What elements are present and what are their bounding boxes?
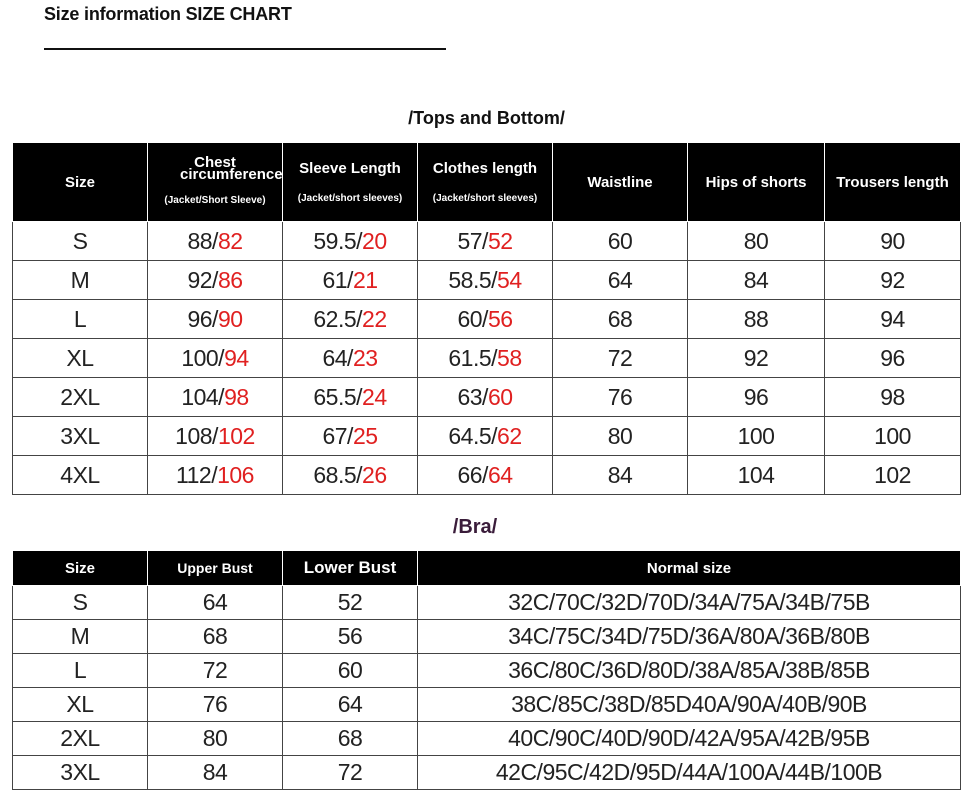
table-row: [13, 722, 961, 756]
cell-sleeve-part: 67/: [322, 422, 353, 449]
cell-size-part: S: [72, 227, 88, 254]
table-row: [13, 688, 961, 722]
cell-sleeve-part: 24: [362, 383, 387, 410]
cell-size: [13, 300, 148, 339]
col-chest-sub: (Jacket/Short Sleeve): [164, 195, 266, 206]
bra-cell-lower: 64: [283, 688, 418, 722]
cell-hips: [688, 378, 825, 417]
cell-trousers-part: 102: [874, 461, 911, 488]
cell-sleeve-part: 26: [362, 461, 387, 488]
cell-sleeve: [283, 378, 418, 417]
table-row: [13, 586, 961, 620]
cell-trousers-part: 98: [880, 383, 905, 410]
col-sleeve-label: Sleeve Length: [299, 160, 401, 177]
bra-cell-normal: 40C/90C/40D/90D/42A/95A/42B/95B: [418, 722, 961, 756]
cell-trousers: [825, 339, 961, 378]
cell-hips: [688, 300, 825, 339]
cell-hips-part: 80: [743, 227, 769, 254]
cell-trousers: [825, 417, 961, 456]
bra-cell-normal: 34C/75C/34D/75D/36A/80A/36B/80B: [418, 620, 961, 654]
tops-header-row: [13, 143, 961, 222]
cell-clothes-part: 64.5/: [448, 422, 498, 449]
cell-waist: [553, 417, 688, 456]
col-hips: Hips of shorts: [688, 143, 825, 222]
cell-waist-part: 76: [607, 383, 633, 410]
cell-waist: [553, 261, 688, 300]
cell-chest-part: 100/: [181, 344, 225, 371]
cell-clothes-part: 62: [497, 422, 522, 449]
bra-cell-size: S: [13, 586, 148, 620]
cell-hips-part: 100: [737, 422, 775, 449]
cell-chest-part: 92/: [187, 266, 218, 293]
cell-size: [13, 261, 148, 300]
cell-size: [13, 339, 148, 378]
col-size: Size: [13, 143, 148, 222]
cell-clothes-part: 57/: [457, 227, 488, 254]
col-chest: [148, 143, 283, 222]
cell-sleeve-part: 21: [352, 266, 378, 293]
table-row: [13, 756, 961, 790]
cell-waist-part: 64: [607, 266, 633, 293]
bra-cell-size: L: [13, 654, 148, 688]
cell-clothes: [418, 417, 553, 456]
cell-sleeve-part: 25: [352, 422, 378, 449]
cell-chest: [148, 261, 283, 300]
cell-sleeve-part: 61/: [322, 266, 353, 293]
cell-clothes-part: 54: [497, 266, 522, 293]
cell-size-part: XL: [66, 344, 94, 371]
cell-waist: [553, 300, 688, 339]
cell-trousers-part: 90: [880, 227, 905, 254]
bra-cell-normal: 32C/70C/32D/70D/34A/75A/34B/75B: [418, 586, 961, 620]
table-row: [13, 261, 961, 300]
tops-section-title: /Tops and Bottom/: [408, 108, 565, 128]
bra-header-row: [13, 551, 961, 586]
title-underline: [44, 48, 446, 50]
cell-size: [13, 378, 148, 417]
cell-clothes-part: 66/: [457, 461, 488, 488]
bra-cell-lower: 56: [283, 620, 418, 654]
cell-clothes-part: 61.5/: [448, 344, 498, 371]
table-row: [13, 378, 961, 417]
cell-chest-part: 88/: [187, 227, 218, 254]
cell-waist-part: 84: [607, 461, 633, 488]
cell-hips-part: 92: [743, 344, 769, 371]
bra-cell-upper: 76: [148, 688, 283, 722]
bra-cell-normal: 42C/95C/42D/95D/44A/100A/44B/100B: [418, 756, 961, 790]
cell-waist-part: 68: [607, 305, 633, 332]
cell-sleeve: [283, 300, 418, 339]
col-sleeve-sub: (Jacket/short sleeves): [297, 193, 403, 204]
cell-chest-part: 98: [224, 383, 249, 410]
col-clothes-label: Clothes length: [432, 160, 538, 177]
cell-sleeve-part: 62.5/: [313, 305, 363, 332]
cell-sleeve-part: 65.5/: [313, 383, 363, 410]
cell-sleeve: [283, 222, 418, 261]
cell-clothes-part: 58: [497, 344, 522, 371]
cell-sleeve-part: 20: [362, 227, 387, 254]
cell-sleeve-part: 22: [362, 305, 387, 332]
cell-size: [13, 417, 148, 456]
cell-size-part: M: [70, 266, 90, 293]
cell-chest-part: 112/: [176, 461, 218, 488]
cell-waist: [553, 456, 688, 495]
cell-clothes: [418, 456, 553, 495]
cell-chest: [148, 378, 283, 417]
cell-chest-part: 82: [217, 227, 243, 254]
cell-chest-part: 90: [217, 305, 243, 332]
cell-clothes-part: 56: [487, 305, 513, 332]
cell-clothes: [418, 339, 553, 378]
cell-trousers: [825, 456, 961, 495]
cell-waist: [553, 222, 688, 261]
table-row: [13, 417, 961, 456]
bra-col-lower: Lower Bust: [283, 551, 418, 586]
cell-clothes-part: 60: [487, 383, 513, 410]
cell-hips-part: 84: [743, 266, 769, 293]
cell-waist-part: 72: [607, 344, 633, 371]
bra-cell-size: 3XL: [13, 756, 148, 790]
col-chest-label: Chest circumference: [180, 154, 283, 183]
cell-chest-part: 106: [217, 461, 254, 488]
table-row: [13, 654, 961, 688]
cell-trousers-part: 92: [880, 266, 905, 293]
cell-hips: [688, 456, 825, 495]
cell-chest-part: 96/: [187, 305, 218, 332]
bra-section-title: /Bra/: [452, 516, 498, 538]
cell-sleeve: [283, 456, 418, 495]
bra-cell-lower: 52: [283, 586, 418, 620]
cell-chest-part: 104/: [181, 383, 225, 410]
cell-chest: [148, 222, 283, 261]
bra-cell-lower: 72: [283, 756, 418, 790]
cell-sleeve: [283, 417, 418, 456]
cell-sleeve: [283, 339, 418, 378]
col-sleeve: [283, 143, 418, 222]
bra-col-normal: Normal size: [418, 551, 961, 586]
col-trousers: Trousers length: [825, 143, 961, 222]
cell-size: [13, 222, 148, 261]
cell-hips: [688, 261, 825, 300]
bra-cell-lower: 60: [283, 654, 418, 688]
bra-cell-normal: 36C/80C/36D/80D/38A/85A/38B/85B: [418, 654, 961, 688]
cell-waist: [553, 378, 688, 417]
cell-waist: [553, 339, 688, 378]
bra-col-size: Size: [13, 551, 148, 586]
cell-chest: [148, 300, 283, 339]
col-waist: Waistline: [553, 143, 688, 222]
cell-sleeve-part: 64/: [322, 344, 353, 371]
cell-waist-part: 60: [607, 227, 633, 254]
cell-clothes: [418, 222, 553, 261]
bra-cell-upper: 72: [148, 654, 283, 688]
cell-sleeve: [283, 261, 418, 300]
bra-cell-lower: 68: [283, 722, 418, 756]
table-row: [13, 620, 961, 654]
cell-clothes-part: 58.5/: [448, 266, 498, 293]
bra-size-table: [12, 550, 961, 790]
bra-cell-size: M: [13, 620, 148, 654]
cell-chest: [148, 456, 283, 495]
table-row: [13, 456, 961, 495]
cell-trousers-part: 96: [880, 344, 905, 371]
cell-chest: [148, 417, 283, 456]
col-clothes: [418, 143, 553, 222]
bra-cell-upper: 84: [148, 756, 283, 790]
cell-chest-part: 94: [224, 344, 249, 371]
cell-sleeve-part: 68.5/: [313, 461, 363, 488]
bra-cell-normal: 38C/85C/38D/85D40A/90A/40B/90B: [418, 688, 961, 722]
cell-clothes-part: 60/: [457, 305, 488, 332]
cell-trousers: [825, 300, 961, 339]
cell-clothes: [418, 300, 553, 339]
cell-size-part: 3XL: [60, 422, 100, 449]
table-row: [13, 339, 961, 378]
cell-chest-part: 102: [217, 422, 255, 449]
cell-hips-part: 88: [743, 305, 769, 332]
cell-clothes: [418, 378, 553, 417]
cell-clothes-part: 52: [487, 227, 513, 254]
bra-cell-size: 2XL: [13, 722, 148, 756]
cell-clothes-part: 63/: [457, 383, 488, 410]
cell-hips: [688, 222, 825, 261]
col-clothes-sub: (Jacket/short sleeves): [432, 193, 538, 204]
cell-size: [13, 456, 148, 495]
cell-trousers-part: 100: [874, 422, 911, 449]
table-row: [13, 300, 961, 339]
cell-size-part: L: [73, 305, 87, 332]
cell-chest-part: 86: [217, 266, 243, 293]
cell-hips: [688, 339, 825, 378]
table-row: [13, 222, 961, 261]
cell-size-part: 2XL: [60, 383, 100, 410]
cell-sleeve-part: 59.5/: [313, 227, 363, 254]
cell-trousers: [825, 222, 961, 261]
cell-hips: [688, 417, 825, 456]
cell-trousers-part: 94: [880, 305, 905, 332]
bra-col-upper: Upper Bust: [148, 551, 283, 586]
bra-cell-upper: 64: [148, 586, 283, 620]
cell-chest-part: 108/: [175, 422, 218, 449]
bra-cell-upper: 68: [148, 620, 283, 654]
cell-size-part: 4XL: [60, 461, 100, 488]
bra-cell-upper: 80: [148, 722, 283, 756]
tops-size-table: [12, 142, 961, 495]
cell-trousers: [825, 261, 961, 300]
cell-chest: [148, 339, 283, 378]
cell-clothes-part: 64: [487, 461, 513, 488]
cell-clothes: [418, 261, 553, 300]
bra-cell-size: XL: [13, 688, 148, 722]
page-title: Size information SIZE CHART: [44, 4, 292, 24]
cell-trousers: [825, 378, 961, 417]
cell-hips-part: 104: [737, 461, 775, 488]
cell-waist-part: 80: [607, 422, 633, 449]
cell-sleeve-part: 23: [352, 344, 378, 371]
cell-hips-part: 96: [743, 383, 769, 410]
